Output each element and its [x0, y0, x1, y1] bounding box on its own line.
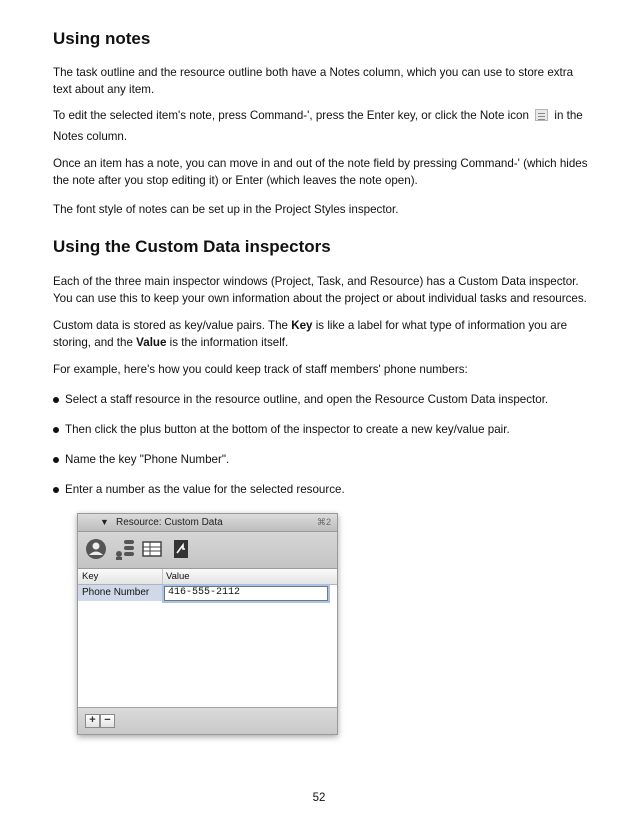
resource-style-icon[interactable] [172, 538, 190, 560]
inspector-titlebar[interactable] [78, 514, 337, 532]
notes-paragraph-3: Once an item has a note, you can move in and out of the note field by pressing Command-' (which hides the note after you stop editing it) or Enter (which leaves the note open). [53, 157, 588, 187]
inspector-toolbar [78, 532, 337, 569]
p2-text-b: is like a label for what type of information you are storing, and the [53, 319, 568, 349]
table-row[interactable] [78, 585, 337, 601]
custom-data-paragraph-1: Each of the three main inspector windows (Project, Task, and Resource) has a Custom Data inspector. You can use this to keep your own information about the project or about individual tasks and resources. [53, 275, 587, 305]
bullet-dot [53, 397, 59, 403]
custom-data-paragraph-3: For example, here's how you could keep track of staff members' phone numbers: [53, 363, 468, 376]
notes-paragraph-1: The task outline and the resource outline both have a Notes column, which you can use to store extra text about any item. [53, 66, 574, 96]
p2-value-term: Value [136, 336, 167, 349]
value-column-header[interactable]: Value [166, 571, 190, 582]
notes-paragraph-2 [53, 107, 593, 124]
custom-data-tab-icon[interactable] [141, 538, 163, 560]
column-separator [162, 569, 163, 584]
inspector-shortcut: ⌘2 [316, 517, 331, 527]
value-input[interactable] [164, 586, 328, 601]
disclosure-triangle-icon[interactable]: ▼ [100, 517, 109, 527]
inspector-window [77, 513, 338, 735]
notes-paragraph-4: The font style of notes can be set up in the Project Styles inspector. [53, 203, 399, 216]
notes-paragraph-2-text: To edit the selected item's note, press Command-', press the Enter key, or click the Note icon [53, 109, 529, 122]
remove-pair-button[interactable]: − [100, 714, 115, 728]
custom-data-table [78, 569, 337, 709]
note-icon [535, 109, 548, 121]
inspector-title: Resource: Custom Data [116, 517, 223, 528]
list-item-text: Name the key "Phone Number". [65, 453, 230, 466]
key-column-header[interactable]: Key [82, 571, 99, 582]
key-cell[interactable] [78, 585, 162, 601]
inspector-bottom-bar [78, 707, 337, 734]
list-item-text: Select a staff resource in the resource outline, and open the Resource Custom Data inspector. [65, 393, 549, 406]
bullet-dot [53, 457, 59, 463]
table-header [78, 569, 337, 585]
key-cell-text: Phone Number [82, 587, 150, 598]
heading-custom-data: Using the Custom Data inspectors [53, 237, 331, 256]
resource-assignments-icon[interactable] [112, 538, 136, 560]
notes-paragraph-2-line2: Notes column. [53, 130, 128, 143]
value-input-text: 416-555-2112 [168, 587, 241, 598]
heading-using-notes: Using notes [53, 29, 151, 48]
page-number: 52 [312, 792, 326, 804]
bullet-dot [53, 487, 59, 493]
p2-text-a: Custom data is stored as key/value pairs. The [53, 319, 292, 332]
add-pair-button[interactable]: + [85, 714, 100, 728]
notes-paragraph-2-after: in the [554, 109, 583, 122]
bullet-dot [53, 427, 59, 433]
p2-text-c: is the information itself. [166, 336, 289, 349]
custom-data-paragraph-2 [53, 317, 593, 351]
list-item-text: Enter a number as the value for the selected resource. [65, 483, 345, 496]
p2-key-term: Key [291, 319, 313, 332]
resource-info-icon[interactable] [84, 538, 108, 560]
list-item-text: Then click the plus button at the bottom of the inspector to create a new key/value pair. [65, 423, 510, 436]
